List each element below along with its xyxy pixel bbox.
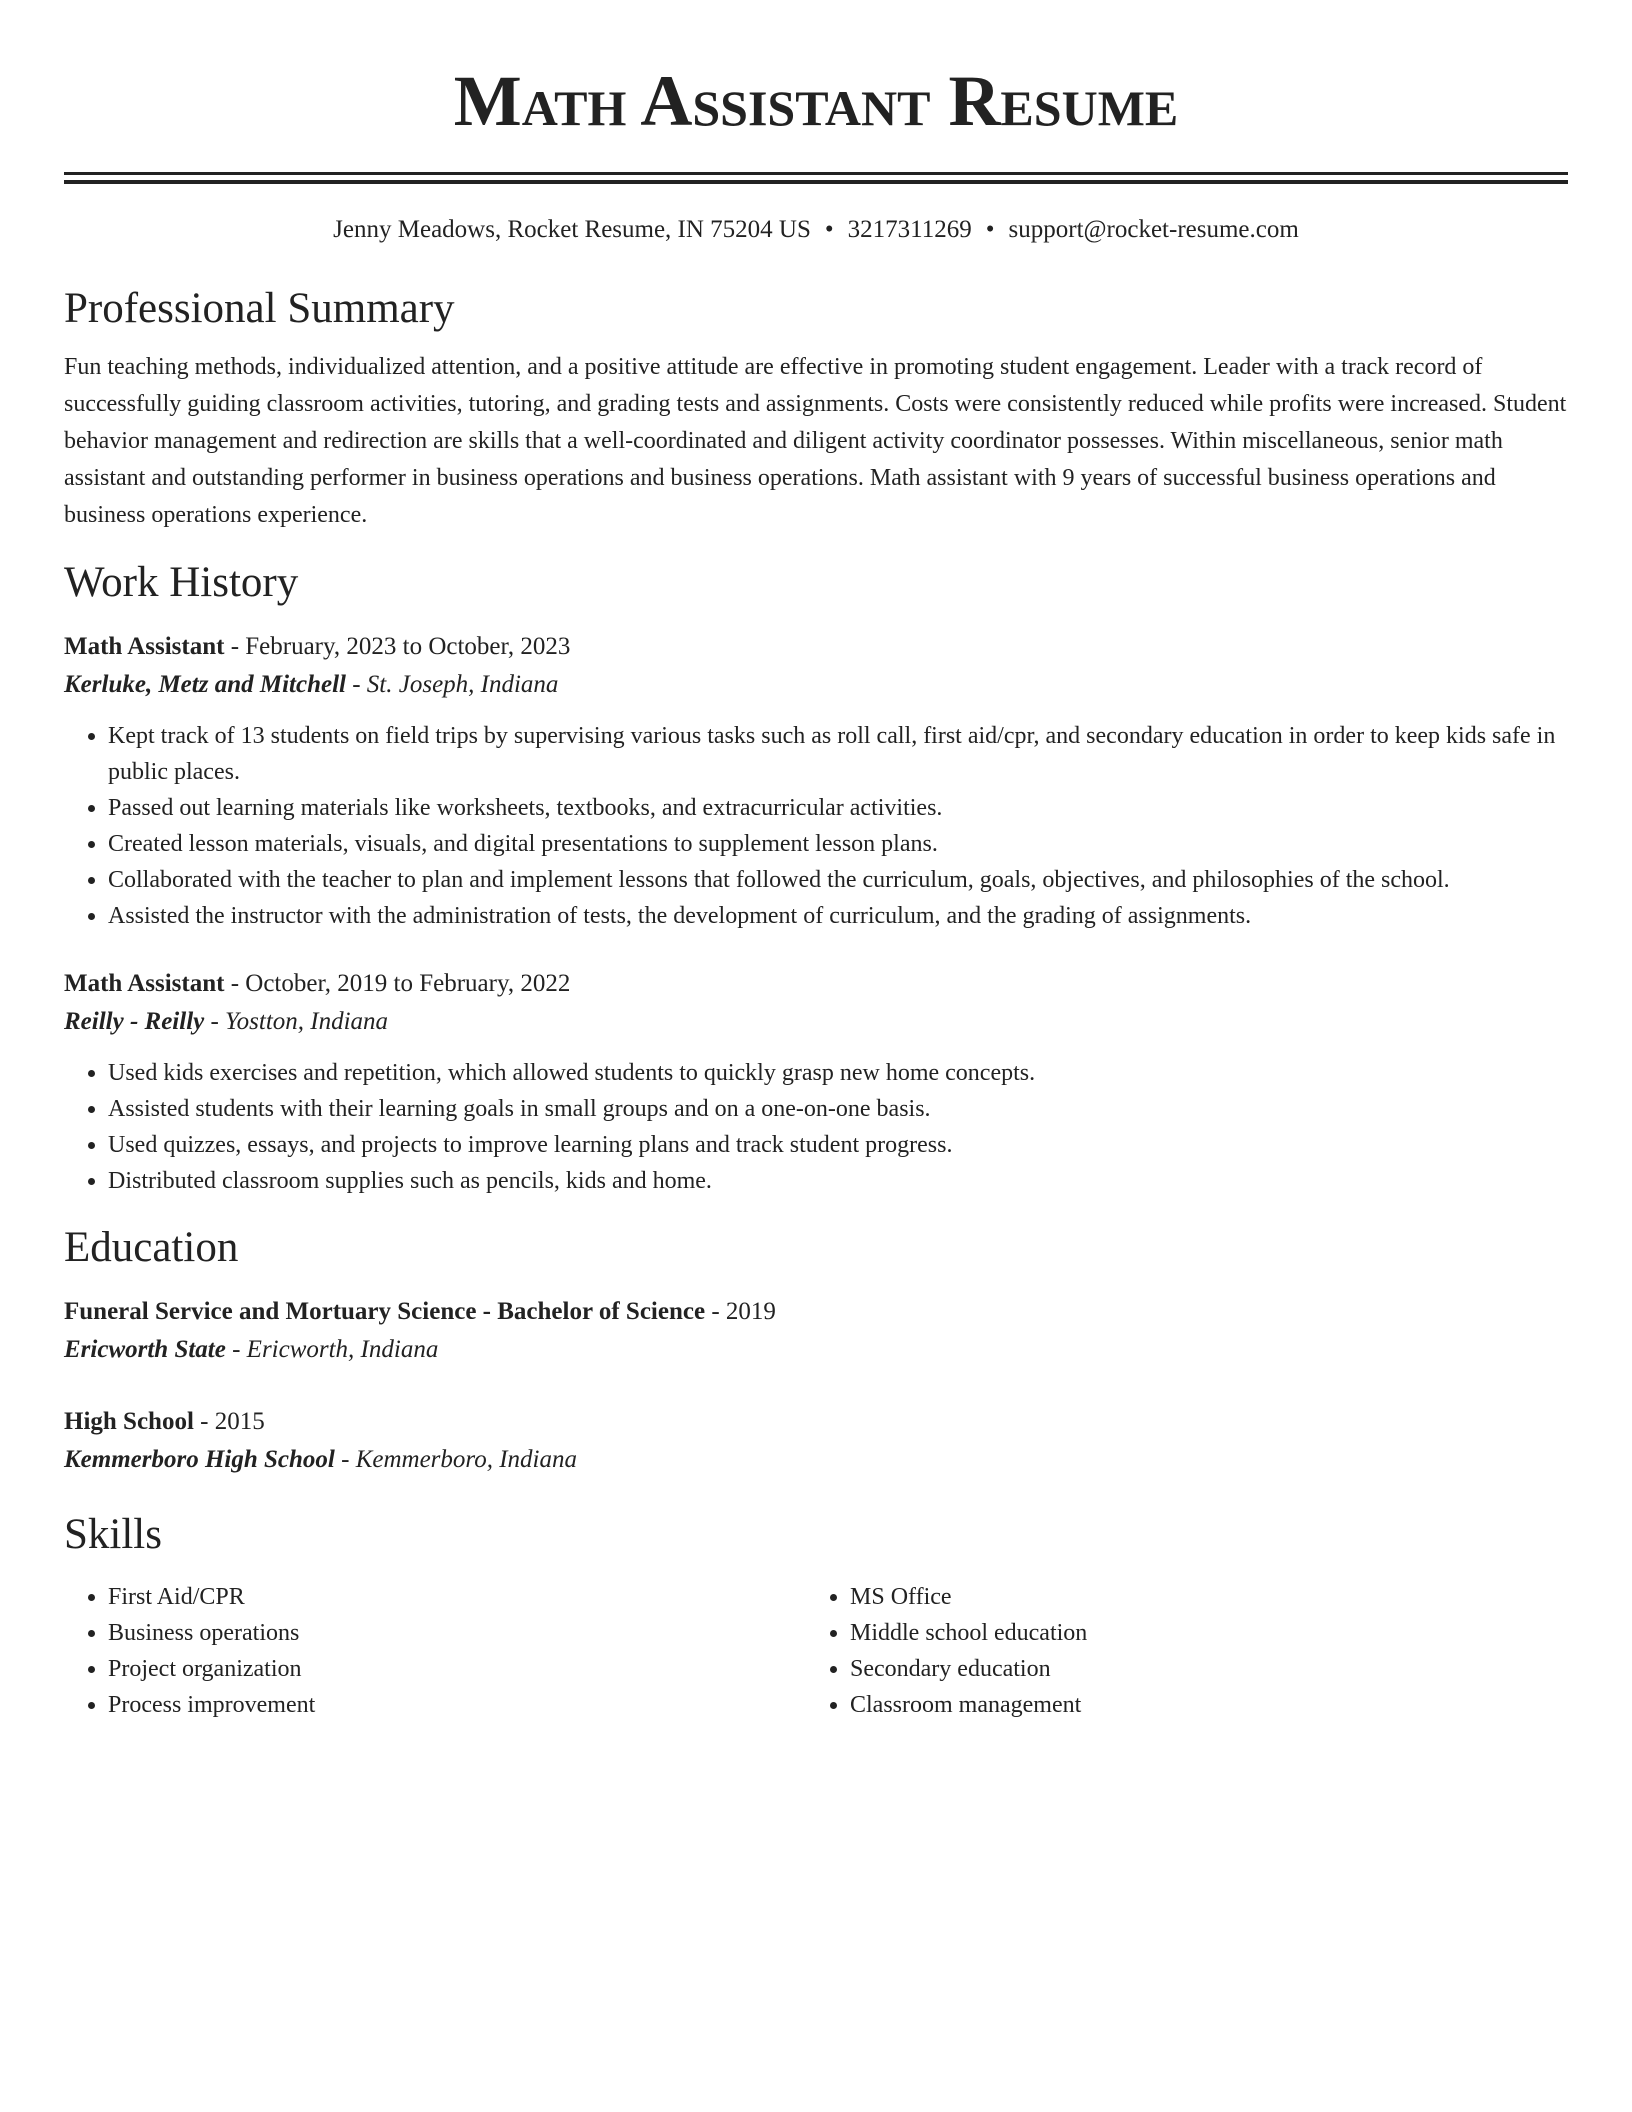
education-header — [64, 1293, 1568, 1331]
list-item: • Created lesson materials, visuals, and digital presentations to supplement lesson plans. — [108, 826, 1568, 862]
resume-title: Math Assistant Resume — [453, 61, 1179, 141]
skills-heading: Skills — [64, 1511, 162, 1558]
job-company: Kerluke, Metz and Mitchell — [64, 671, 346, 698]
summary-text: Fun teaching methods, individualized attention, and a positive attitude are effective in promoting student engagement. Leader with a track record of successfully guiding classroom activities, tutoring, and grading tests and assignments. Costs were consistently reduced while profits were increased. Student behavior management and redirection are skills that a well-coordinated and diligent activity coordinator possesses. Within miscellaneous, senior math assistant and outstanding performer in business operations and business operations. Math assistant with 9 years of successful business operations and business operations experience. — [64, 354, 1567, 528]
skills-list-right — [806, 1579, 1548, 1723]
skill-item: • Business operations — [108, 1615, 806, 1651]
list-item: • Kept track of 13 students on field trips by supervising various tasks such as roll call, first aid/cpr, and secondary education in order to keep kids safe in public places. — [108, 718, 1568, 790]
contact-separator: • — [985, 216, 995, 243]
skill-item: • Secondary education — [850, 1651, 1548, 1687]
job-dates: - February, 2023 to October, 2023 — [224, 633, 571, 660]
job-header — [64, 628, 1568, 666]
education-header — [64, 1403, 1568, 1441]
list-item: • Assisted students with their learning goals in small groups and on a one-on-one basis. — [108, 1091, 1568, 1127]
contact-separator: • — [824, 216, 834, 243]
education-year: - 2019 — [705, 1298, 776, 1325]
list-item: • Distributed classroom supplies such as pencils, kids and home. — [108, 1163, 1568, 1199]
education-school: Kemmerboro High School — [64, 1446, 335, 1473]
list-item: • Passed out learning materials like worksheets, textbooks, and extracurricular activities. — [108, 790, 1568, 826]
education-entry — [64, 1293, 1568, 1369]
skill-item: • Project organization — [108, 1651, 806, 1687]
job-dates: - October, 2019 to February, 2022 — [224, 970, 571, 997]
skills-columns — [64, 1579, 1568, 1723]
education-school-line — [64, 1331, 1568, 1369]
education-heading: Education — [64, 1224, 239, 1271]
education-school-line — [64, 1441, 1568, 1479]
job-entry — [64, 628, 1568, 934]
education-year: - 2015 — [193, 1408, 265, 1435]
job-company: Reilly - Reilly — [64, 1008, 205, 1035]
job-employer-line — [64, 666, 1568, 704]
skill-item: • Classroom management — [850, 1687, 1548, 1723]
skill-item: • First Aid/CPR — [108, 1579, 806, 1615]
list-item: • Assisted the instructor with the administration of tests, the development of curriculum, and the grading of assignments. — [108, 898, 1568, 934]
skill-item: • Process improvement — [108, 1687, 806, 1723]
job-header — [64, 965, 1568, 1003]
education-entry — [64, 1403, 1568, 1479]
education-location: - Kemmerboro, Indiana — [334, 1446, 577, 1473]
skills-list-left — [64, 1579, 806, 1723]
list-item: • Used quizzes, essays, and projects to improve learning plans and track student progress. — [108, 1127, 1568, 1163]
work-history-heading: Work History — [64, 559, 299, 606]
job-duties-list — [64, 718, 1568, 934]
education-school: Ericworth State — [64, 1336, 226, 1363]
education-degree: Funeral Service and Mortuary Science - Bachelor of Science — [64, 1298, 706, 1325]
job-location: - St. Joseph, Indiana — [345, 671, 559, 698]
title-double-rule — [64, 172, 1568, 184]
education-location: - Ericworth, Indiana — [225, 1336, 439, 1363]
summary-heading: Professional Summary — [64, 285, 455, 332]
contact-phone: 3217311269 — [847, 216, 972, 243]
job-role: Math Assistant — [64, 633, 225, 660]
job-duties-list — [64, 1055, 1568, 1199]
education-degree: High School — [64, 1408, 194, 1435]
contact-line — [64, 213, 1568, 247]
skill-item: • Middle school education — [850, 1615, 1548, 1651]
job-employer-line — [64, 1003, 1568, 1041]
list-item: • Collaborated with the teacher to plan and implement lessons that followed the curriculum, goals, objectives, and philosophies of the school. — [108, 862, 1568, 898]
skill-item: • MS Office — [850, 1579, 1548, 1615]
job-entry — [64, 965, 1568, 1199]
list-item: • Used kids exercises and repetition, which allowed students to quickly grasp new home concepts. — [108, 1055, 1568, 1091]
contact-address: Jenny Meadows, Rocket Resume, IN 75204 US — [333, 216, 811, 243]
job-role: Math Assistant — [64, 970, 225, 997]
job-location: - Yostton, Indiana — [204, 1008, 389, 1035]
contact-email: support@rocket-resume.com — [1008, 216, 1299, 243]
